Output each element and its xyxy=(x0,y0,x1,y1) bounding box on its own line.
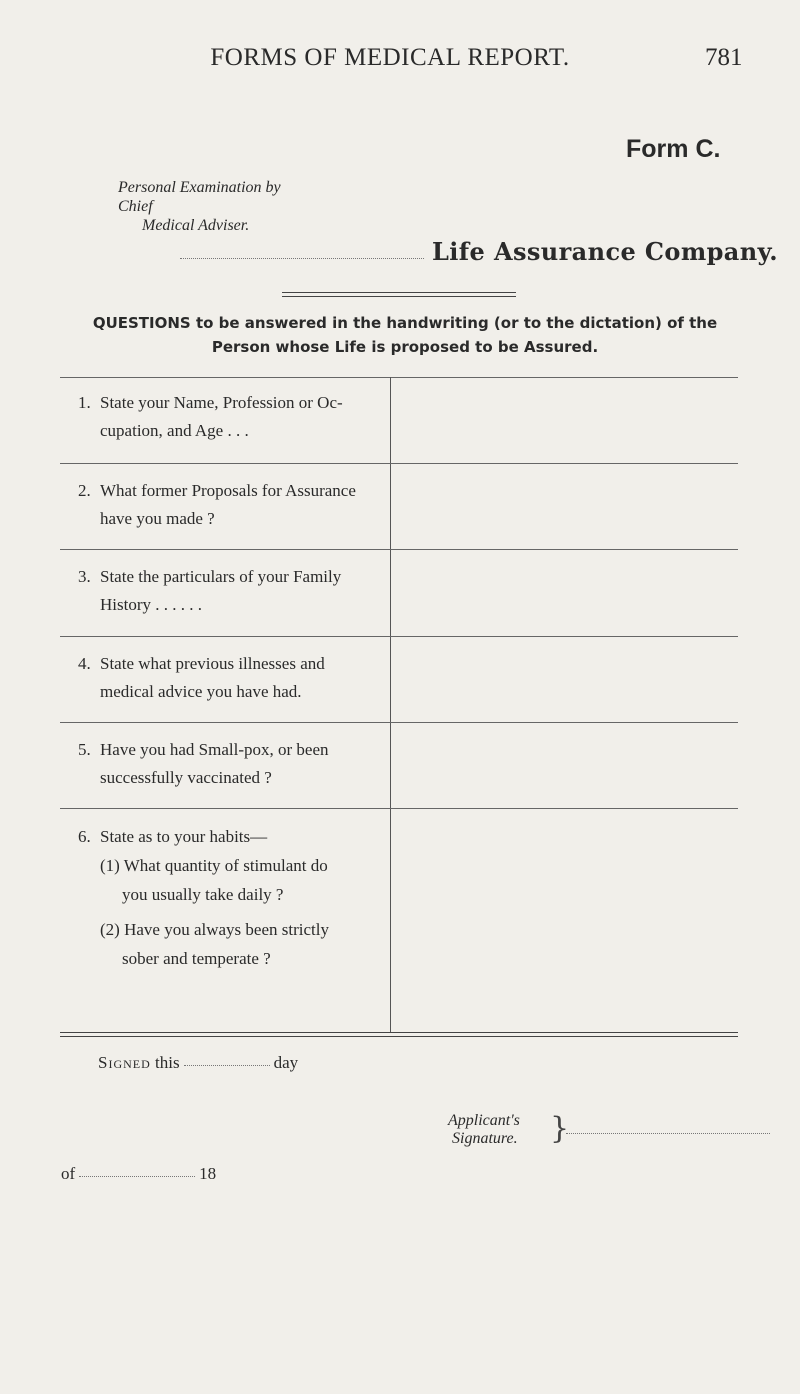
instructions-line-2: Person whose Life is proposed to be Assured. xyxy=(211,338,599,356)
question-number: 3. xyxy=(78,567,91,586)
question-number: 1. xyxy=(78,393,91,412)
question-row-5 xyxy=(60,722,738,808)
signed-label: Signed xyxy=(98,1053,151,1072)
brace-glyph: } xyxy=(550,1111,570,1146)
year-prefix: 18 xyxy=(199,1164,217,1183)
instructions xyxy=(40,311,770,359)
subtitle-line-2: Medical Adviser. xyxy=(142,217,250,234)
sub-question-1: (1) What quantity of stimulant do xyxy=(100,856,328,875)
question-text: 6. State as to your habits— (1) What quantity of stimulant do you usually take daily ? (2) Have you always been strictly sober and temperate ? xyxy=(78,822,390,973)
double-rule xyxy=(282,292,516,297)
this-word: this xyxy=(155,1053,180,1072)
instructions-line-1: QUESTIONS to be answered in the handwriting (or to the dictation) of the xyxy=(92,314,718,332)
company-name-blank xyxy=(180,258,424,259)
question-row-3 xyxy=(60,549,738,636)
form-label: Form C. xyxy=(626,135,721,163)
question-text: 4. State what previous illnesses and medical advice you have had. xyxy=(78,650,390,706)
question-row-1 xyxy=(60,377,738,463)
page-number: 781 xyxy=(705,44,743,71)
table-bottom-rule xyxy=(60,1032,738,1037)
question-text: 1. State your Name, Profession or Oc- cupation, and Age . . . xyxy=(78,389,390,445)
question-number: 4. xyxy=(78,654,91,673)
question-number: 6. xyxy=(78,827,91,846)
sub-question-2: (2) Have you always been strictly xyxy=(100,920,329,939)
form-subtitle xyxy=(118,178,318,235)
question-text: 3. State the particulars of your Family History . . . . . . xyxy=(78,563,390,619)
day-word: day xyxy=(273,1053,299,1072)
signature-blank xyxy=(566,1133,770,1134)
question-row-6 xyxy=(60,808,738,1032)
question-number: 5. xyxy=(78,740,91,759)
date-line xyxy=(61,1164,216,1184)
applicant-line-2: Signature. xyxy=(452,1130,518,1147)
subtitle-line-1: Personal Examination by Chief xyxy=(118,179,281,215)
running-head: FORMS OF MEDICAL REPORT. xyxy=(210,44,570,71)
question-row-4 xyxy=(60,636,738,722)
month-blank xyxy=(79,1176,195,1177)
applicant-line-1: Applicant's xyxy=(448,1112,520,1129)
day-blank xyxy=(184,1065,270,1066)
question-row-2 xyxy=(60,463,738,549)
signed-line xyxy=(98,1053,298,1073)
question-number: 2. xyxy=(78,481,91,500)
company-name: Life Assurance Company. xyxy=(432,237,778,266)
of-word: of xyxy=(61,1164,76,1183)
applicant-signature-label xyxy=(448,1112,520,1148)
question-text: 2. What former Proposals for Assurance have you made ? xyxy=(78,477,390,533)
question-text: 5. Have you had Small-pox, or been successfully vaccinated ? xyxy=(78,736,390,792)
